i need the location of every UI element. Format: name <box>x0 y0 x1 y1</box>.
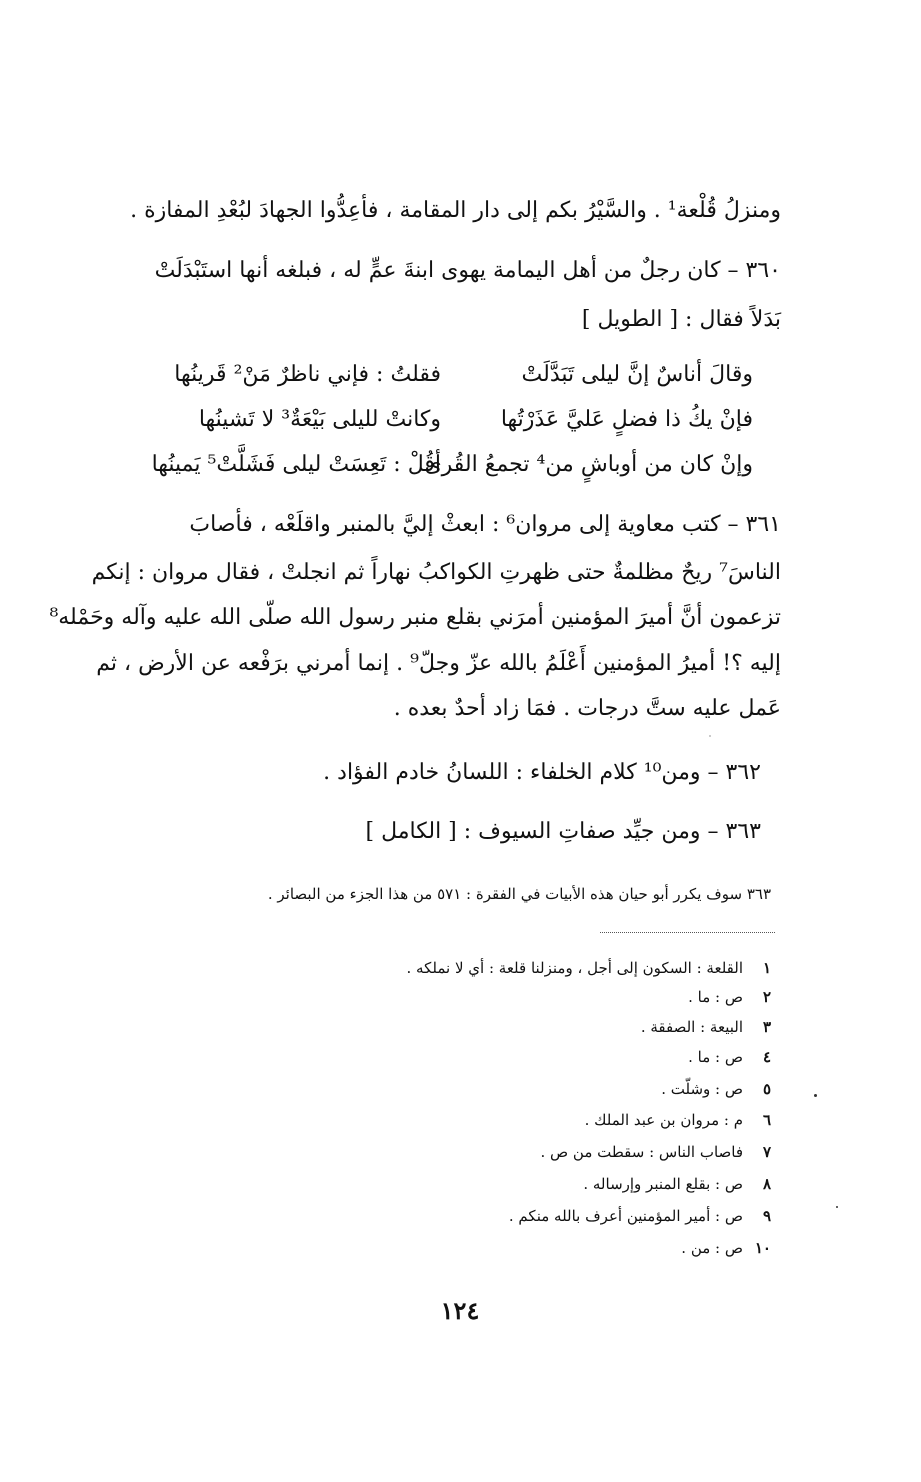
paragraph-361-line-1: ٣٦١ – كتب معاوية إلى مروان⁶ : ابعثْ إليَّ بالمنبر واقلَعْه ، فأصابَ <box>189 512 781 537</box>
footnote-7 <box>151 1141 771 1163</box>
paragraph-361-line-3: تزعمون أنَّ أميرَ المؤمنين أمرَني بقلع منبر رسول الله صلّى الله عليه وآله وحَمْله⁸ <box>49 605 781 630</box>
footnote-number: ٧ <box>762 1143 771 1161</box>
footnote-divider <box>600 932 775 933</box>
footnote-text: ص : ما . <box>688 988 743 1006</box>
footnote-text: م : مروان بن عبد الملك . <box>584 1111 743 1129</box>
footnote-4 <box>151 1046 771 1068</box>
paragraph-363: ٣٦٣ – ومن جيِّد صفاتِ السيوف : [ الكامل ] <box>365 819 761 844</box>
footnote-3 <box>151 1016 771 1038</box>
footnote-number: ٥ <box>762 1080 771 1098</box>
verse-second-hemistich: فقلتُ : فإني ناظرٌ مَنْ² قَرينُها <box>174 362 441 387</box>
footnote-6 <box>151 1109 771 1131</box>
footnote-number: ١٠ <box>754 1239 771 1257</box>
verse-first-hemistich: فإنْ يكُ ذا فضلٍ عَليَّ عَذَرْتُها <box>500 407 753 432</box>
footnote-number: ٨ <box>762 1175 771 1193</box>
footnote-number: ٤ <box>762 1048 771 1066</box>
verse-first-hemistich: وقالَ أناسٌ إنَّ ليلى تَبَدَّلَتْ <box>521 362 753 387</box>
footnote-5 <box>151 1078 771 1100</box>
footnote-2 <box>151 986 771 1008</box>
footnote-text: ص : ما . <box>688 1048 743 1066</box>
paragraph-361-line-5: عَمل عليه ستَّ درجات . فمَا زاد أحدٌ بعده . <box>393 696 781 721</box>
verse-second-hemistich: وكانتْ لليلى بَيْعَةٌ³ لا تَشينُها <box>198 407 441 432</box>
footnote-text: ص : وشلّت . <box>661 1080 743 1098</box>
paragraph-361-line-4: إليه ؟! أميرُ المؤمنين أَعْلَمُ بالله عزّ وجلّ⁹ . إنما أمرني برَفْعه عن الأرض ، ثم <box>96 651 781 676</box>
footnote-text: ص : بقلع المنبر وإرساله . <box>583 1175 743 1193</box>
poem-verse-3 <box>141 449 753 481</box>
footnote-10 <box>151 1237 771 1259</box>
footnote-8 <box>151 1173 771 1195</box>
footnote-number: ٢ <box>762 988 771 1006</box>
paragraph-359-end: ومنزلُ قُلْعة¹ . والسَّيْرُ بكم إلى دار المقامة ، فأعِدُّوا الجهادَ لبُعْدِ المفازة . <box>130 198 781 223</box>
footnote-number: ٩ <box>762 1207 771 1225</box>
scan-speck <box>814 1094 817 1097</box>
footnote-paragraph-363: ٣٦٣ سوف يكرر أبو حيان هذه الأبيات في الفقرة : ٥٧١ من هذا الجزء من البصائر . <box>267 885 771 903</box>
paragraph-360-line-1: ٣٦٠ – كان رجلٌ من أهل اليمامة يهوى ابنةَ عمٍّ له ، فبلغه أنها استَبْدَلَتْ <box>154 258 781 283</box>
verse-first-hemistich: وإنْ كان من أوباشٍ من⁴ تجمعُ القُرى <box>424 452 753 477</box>
footnote-number: ١ <box>762 959 771 977</box>
paragraph-360-line-2: بَدَلاً فقال : [ الطويل ] <box>581 307 781 332</box>
poem-verse-1 <box>141 359 753 391</box>
footnote-9 <box>151 1205 771 1227</box>
scan-speck <box>709 735 711 737</box>
footnote-text: ص : من . <box>681 1239 743 1257</box>
footnote-number: ٣ <box>762 1018 771 1036</box>
paragraph-361-line-2: الناسَ⁷ ريحٌ مظلمةٌ حتى ظهرتِ الكواكبُ نهاراً ثم انجلتْ ، فقال مروان : إنكم <box>91 560 781 585</box>
footnote-text: فاصاب الناس : سقطت من ص . <box>540 1143 743 1161</box>
scan-speck <box>836 1206 838 1208</box>
footnote-text: ص : أمير المؤمنين أعرف بالله منكم . <box>508 1207 743 1225</box>
footnote-text: البيعة : الصفقة . <box>640 1018 743 1036</box>
footnote-1 <box>151 957 771 979</box>
footnote-number: ٦ <box>762 1111 771 1129</box>
paragraph-362: ٣٦٢ – ومن¹⁰ كلام الخلفاء : اللسانُ خادم الفؤاد . <box>323 760 761 785</box>
verse-second-hemistich: أقُلْ : تَعِسَتْ ليلى فَشَلَّتْ⁵ يَمينُها <box>151 452 441 477</box>
footnote-text: القلعة : السكون إلى أجل ، ومنزلنا قلعة : أي لا نملكه . <box>406 959 743 977</box>
poem-verse-2 <box>141 404 753 436</box>
page-number: ١٢٤ <box>440 1296 480 1325</box>
